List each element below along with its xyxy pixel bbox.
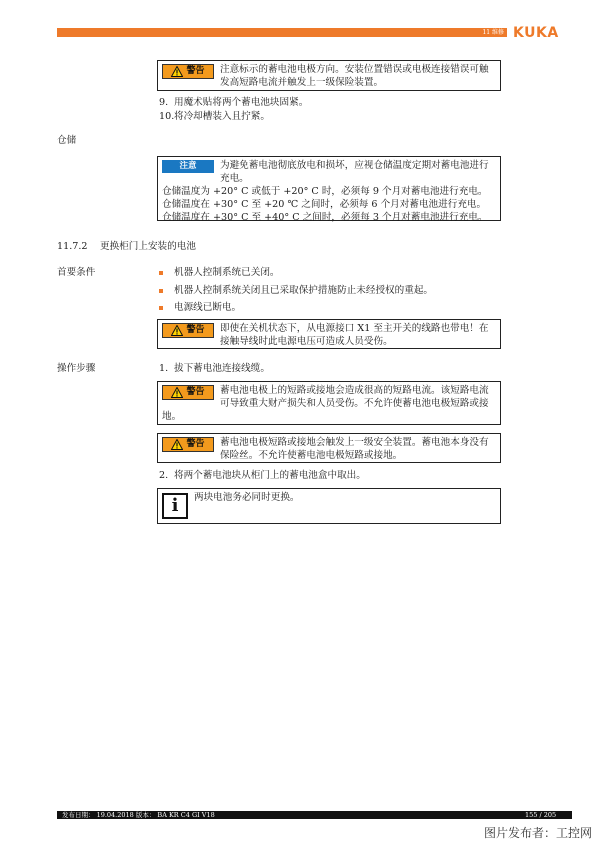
warning-box-live-voltage [157,319,501,349]
info-icon: i [162,493,188,519]
warning-badge-label: 警告 [186,439,205,449]
warning-box-polarity [157,60,501,91]
bullet-icon [159,306,163,310]
warning-text: 注意标示的蓄电池电极方向。安装位置错误或电极连接错误可触发高短路电流并触发上一级保险装置。 [220,64,489,88]
info-text: 两块电池务必同时更换。 [194,492,300,503]
footer-page-number: 155 / 205 [525,811,557,819]
step-text: 用魔术贴将两个蓄电池块固紧。 [174,97,309,108]
prereq-item: 电源线已断电。 [174,302,242,313]
prereq-label: 首要条件 [57,267,96,278]
watermark: 图片发布者：工控网 [483,826,592,840]
step-number: 2. [159,470,169,481]
warning-text: 蓄电池电极上的短路或接地会造成很高的短路电流。该短路电流可导致重大财产损失和人员受伤。不允许使蓄电池电极短路或接地。 [162,385,489,422]
step-text: 将冷却槽装入且拧紧。 [174,111,270,122]
section-number: 11.7.2 [57,241,88,252]
warning-badge [162,437,214,452]
section-title: 更换柜门上安装的电池 [100,241,196,252]
step-number: 1. [159,363,169,374]
warning-text: 即使在关机状态下，从电源接口 X1 至主开关的线路也带电！在接触导线时此电源电压可造成人员受伤。 [220,323,489,347]
procedure-label: 操作步骤 [57,363,96,374]
info-box [157,488,501,524]
prereq-item: 机器人控制系统已关闭。 [174,267,280,278]
storage-line: 仓储温度在 +30° C 至 +40° C 之间时，必须每 3 个月对蓄电池进行充电。 [162,212,488,223]
warning-badge-label: 警告 [186,325,205,335]
warning-triangle-icon [171,66,183,77]
warning-badge [162,64,214,79]
step-text: 将两个蓄电池块从柜门上的蓄电池盒中取出。 [174,470,366,481]
note-intro: 为避免蓄电池彻底放电和损坏，应视仓储温度定期对蓄电池进行充电。 [220,160,489,184]
warning-badge [162,323,214,338]
step-number: 9. [159,97,169,108]
warning-triangle-icon [171,439,183,450]
warning-badge-label: 警告 [186,387,205,397]
step-text: 拔下蓄电池连接线缆。 [174,363,270,374]
step-number: 10. [159,111,175,122]
warning-badge-label: 警告 [186,66,205,76]
storage-heading: 仓储 [57,135,77,146]
storage-line: 仓储温度为 +20° C 或低于 +20° C 时，必须每 9 个月对蓄电池进行充电。 [162,186,488,197]
bullet-icon [159,289,163,293]
warning-triangle-icon [171,387,183,398]
note-badge: 注意 [162,160,214,173]
warning-triangle-icon [171,325,183,336]
warning-box-short-circuit [157,381,501,425]
prereq-item: 机器人控制系统关闭且已采取保护措施防止未经授权的重起。 [174,285,434,296]
header-chapter: 11 维修 [482,29,504,36]
warning-text: 蓄电池电极短路或接地会触发上一级安全装置。蓄电池本身没有保险丝。不允许使蓄电池电极短路或接地。 [220,437,489,461]
warning-badge [162,385,214,400]
header-bar [57,28,507,37]
storage-line: 仓储温度在 +30° C 至 +20 ℃ 之间时，必须每 6 个月对蓄电池进行充电。 [162,199,487,210]
note-box-storage [157,156,501,221]
kuka-logo: KUKA [513,25,559,41]
warning-box-fuse [157,433,501,463]
bullet-icon [159,271,163,275]
footer-publication: 发布日期： 19.04.2018 版本： BA KR C4 GI V18 [62,811,215,819]
